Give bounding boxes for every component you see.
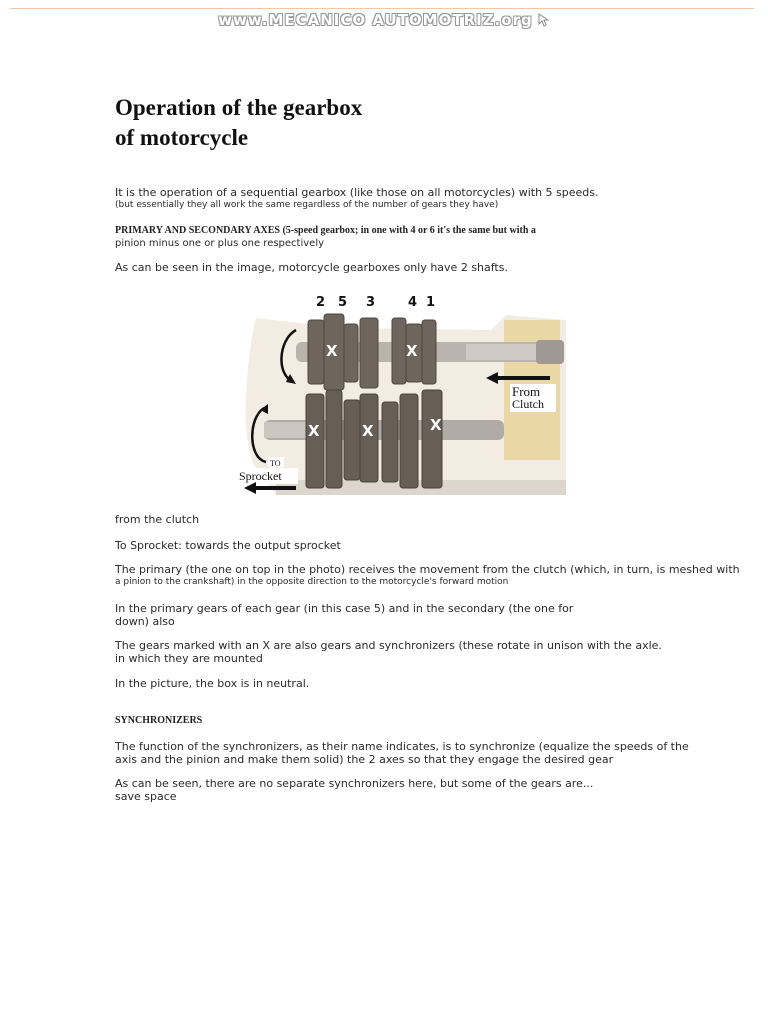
intro-paragraph <box>115 186 599 212</box>
x-mark-upper-1: X <box>326 342 338 360</box>
marked-x-line-2: in which they are mounted <box>115 652 263 665</box>
gear-number-5: 5 <box>338 295 348 310</box>
x-mark-lower-2: X <box>362 422 374 440</box>
sync-space-paragraph <box>115 777 593 803</box>
primary-paragraph <box>115 563 740 589</box>
sync-space-line-1: As can be seen, there are no separate synchronizers here, but some of the gears are... <box>115 777 594 790</box>
marked-x-line-1: The gears marked with an X are also gears and synchronizers (these rotate in unison with the axle. <box>115 639 662 652</box>
axes-heading: PRIMARY AND SECONDARY AXES (5-speed gearbox; in one with 4 or 6 it's the same but with a <box>115 225 536 236</box>
sync-function-paragraph <box>115 740 689 766</box>
sprocket-label: Sprocket <box>239 469 282 483</box>
primary-line-1: The primary (the one on top in the photo) receives the movement from the clutch (which, in turn, is meshed with <box>115 563 740 576</box>
site-name: www.MECANICO AUTOMOTRIZ.org <box>218 11 533 29</box>
gears-each-line-2: down) also <box>115 615 175 628</box>
x-mark-upper-2: X <box>406 342 418 360</box>
synchronizers-heading: SYNCHRONIZERS <box>115 715 203 726</box>
gear-number-4: 4 <box>408 295 418 310</box>
clutch-label: Clutch <box>512 397 544 411</box>
top-divider <box>10 8 754 9</box>
axes-line-2: pinion minus one or plus one respectively <box>115 238 325 249</box>
gear-number-2: 2 <box>316 295 326 310</box>
gears-each-line-1: In the primary gears of each gear (in this case 5) and in the secondary (the one for <box>115 602 574 615</box>
x-mark-lower-3: X <box>430 416 442 434</box>
cursor-icon <box>538 13 550 27</box>
neutral-text: In the picture, the box is in neutral. <box>115 677 310 690</box>
x-mark-lower-1: X <box>308 422 320 440</box>
gearbox-photo <box>236 290 566 496</box>
gearbox-figure <box>236 290 566 496</box>
axes-paragraph <box>115 224 536 250</box>
title-block <box>115 93 695 153</box>
from-clutch-text: from the clutch <box>115 513 200 526</box>
page-title-line-1: Operation of the gearbox <box>115 95 363 120</box>
site-banner[interactable] <box>0 10 768 36</box>
marked-x-paragraph <box>115 639 662 665</box>
sync-function-line-2: axis and the pinion and make them solid) the 2 axes so that they engage the desired gear <box>115 753 614 766</box>
page-title-line-2: of motorcycle <box>115 125 249 150</box>
to-sprocket-text: To Sprocket: towards the output sprocket <box>115 539 341 552</box>
shafts-note: As can be seen in the image, motorcycle gearboxes only have 2 shafts. <box>115 261 508 274</box>
page-title <box>115 93 695 153</box>
to-label: TO <box>270 459 281 468</box>
primary-line-2: a pinion to the crankshaft) in the opposite direction to the motorcycle's forward motion <box>115 577 509 587</box>
intro-line-1: It is the operation of a sequential gearbox (like those on all motorcycles) with 5 speeds. <box>115 186 599 199</box>
gear-number-3: 3 <box>366 295 376 310</box>
gear-number-1: 1 <box>426 295 436 310</box>
intro-line-2: (but essentially they all work the same regardless of the number of gears they have) <box>115 200 499 210</box>
sync-function-line-1: The function of the synchronizers, as their name indicates, is to synchronize (equalize the speeds of the <box>115 740 689 753</box>
gears-each-paragraph <box>115 602 573 628</box>
from-label: From <box>512 384 541 399</box>
sync-space-line-2: save space <box>115 790 177 803</box>
